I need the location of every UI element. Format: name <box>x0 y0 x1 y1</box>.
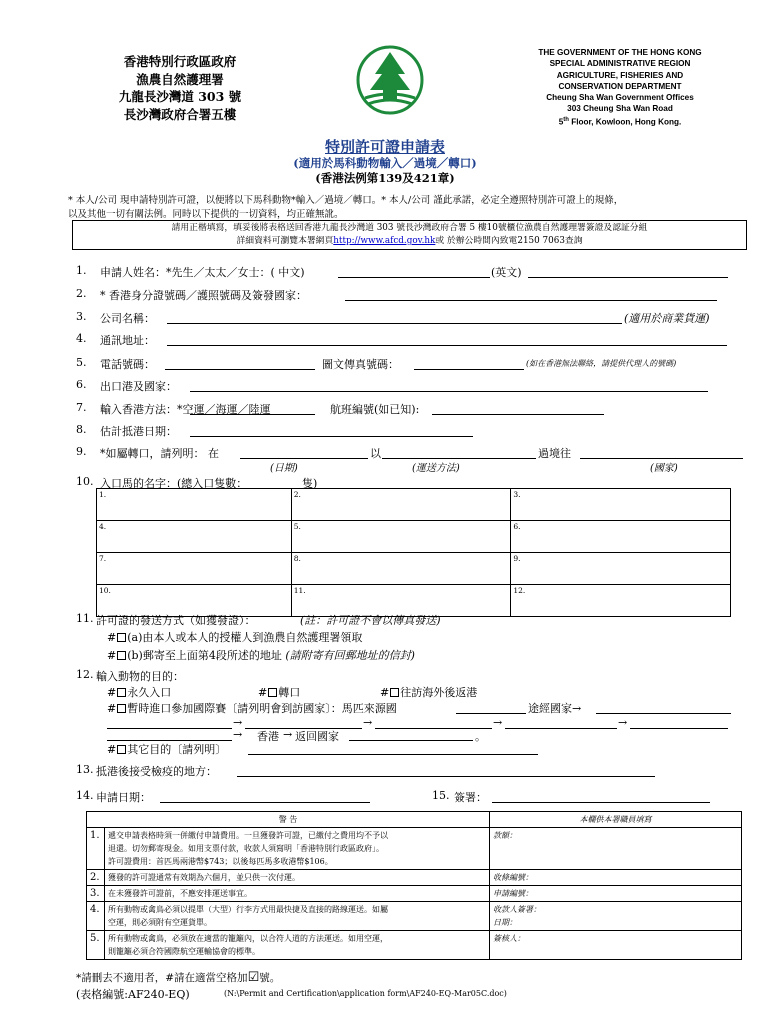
reexport-method-caption: (運送方法) <box>412 463 460 474</box>
warning-table <box>86 811 742 960</box>
header-en-floor: 5th Floor, Kowloon, Hong Kong. <box>558 116 682 127</box>
phone-label: 電話號碼： <box>100 358 155 371</box>
form-law-ref: (香港法例第139及421章) <box>315 171 455 185</box>
field-number: 6. <box>76 378 87 391</box>
warning-text: 所有動物或禽鳥必須以提單（大型）行李方式用最快捷及直接的路線運送。如屬 空運，則必須附有空運貨單。 <box>105 902 490 931</box>
export-port-label: 出口港及國家： <box>100 380 177 393</box>
header-zh-line: 香港特別行政區政府 <box>123 54 237 69</box>
signature-field[interactable] <box>492 802 710 803</box>
field-number: 15. <box>432 789 450 802</box>
horse-name-cell[interactable]: 12. <box>511 585 731 617</box>
afcd-link[interactable]: http://www.afcd.gov.hk <box>333 236 436 246</box>
phone-note: (如在香港無法聯絡，請提供代理人的號碼) <box>526 359 677 368</box>
declaration-line: 以及其他一切有關法例。同時以下提供的一切資料，均正確無訛。 <box>68 209 344 220</box>
reexport-label: *如屬轉口，請列明： 在 <box>100 447 219 460</box>
back-to-hk-label: 香港 <box>257 730 279 743</box>
warning-title: 警 告 <box>87 812 490 828</box>
export-port-field[interactable] <box>190 391 708 392</box>
applicant-name-en-field[interactable] <box>528 277 728 278</box>
horse-name-cell[interactable]: 11. <box>291 585 511 617</box>
notice-box <box>72 220 747 250</box>
office-payee-field[interactable]: 收款人簽署： 日期： <box>490 902 742 931</box>
horse-name-cell[interactable]: 9. <box>511 553 731 585</box>
horse-name-cell[interactable]: 4. <box>97 521 292 553</box>
reexport-by-label: 以 <box>370 447 381 460</box>
quarantine-place-field[interactable] <box>237 776 655 777</box>
office-application-no-field[interactable]: 申請編號： <box>490 886 742 902</box>
via-country-field[interactable] <box>596 713 731 714</box>
office-amount-field[interactable]: 款額： <box>490 828 742 870</box>
checkbox[interactable] <box>390 688 399 697</box>
quarantine-place-label: 抵港後接受檢疫的地方： <box>96 765 217 778</box>
horse-name-table <box>96 488 731 617</box>
checkbox[interactable] <box>268 688 277 697</box>
reexport-date-field[interactable] <box>240 458 368 459</box>
file-path: (N:\Permit and Certification\application form\AF240-EQ-Mar05C.doc) <box>224 989 507 998</box>
import-method-label: 輸入香港方法：*空運／海運／陸運 <box>100 403 271 416</box>
purpose-label: 輸入動物的目的： <box>96 670 184 683</box>
field-number: 13. <box>76 763 94 776</box>
office-use-title: 本欄供本署職員填寫 <box>490 812 742 828</box>
address-label: 通訊地址： <box>100 334 155 347</box>
header-en-line: THE GOVERNMENT OF THE HONG KONG <box>538 48 702 57</box>
arrow-icon: → <box>233 716 243 729</box>
applicant-name-en-label: (英文) <box>491 266 522 279</box>
horse-name-cell[interactable]: 8. <box>291 553 511 585</box>
applicant-name-label: 申請人姓名：*先生／太太／女士：( 中文) <box>100 266 305 279</box>
field-number: 4. <box>76 332 87 345</box>
delivery-option-a[interactable]: # (a)由本人或本人的授權人到漁農自然護理署領取 <box>107 631 363 644</box>
field-number: 11. <box>76 612 94 625</box>
arrow-icon: → <box>283 728 293 741</box>
horse-names-label: 入口馬的名字：(總入口隻數： <box>100 477 248 490</box>
flight-number-label: 航班編號(如已知): <box>330 403 420 416</box>
arrow-icon: → <box>233 728 243 741</box>
fax-label: 圖文傳真號碼： <box>322 358 399 371</box>
applicant-name-zh-field[interactable] <box>338 277 490 278</box>
field-number: 7. <box>76 401 87 414</box>
return-route-row <box>107 728 747 742</box>
arrival-date-field[interactable] <box>190 436 473 437</box>
origin-country-field[interactable] <box>456 713 526 714</box>
form-code: (表格編號:AF240-EQ) <box>76 988 190 1001</box>
horse-name-cell[interactable]: 6. <box>511 521 731 553</box>
checkbox-checked-icon: ☑ <box>247 970 260 985</box>
warning-number: 5. <box>87 931 105 960</box>
field-number: 9. <box>76 445 87 458</box>
purpose-other-option[interactable]: # 其它目的〔請列明〕 <box>107 743 227 756</box>
form-title: 特別許可證申請表 <box>324 138 445 156</box>
return-country-label: 返回國家 <box>295 730 339 743</box>
delivery-method-label: 許可證的發送方式（如獲發證）： <box>96 614 256 627</box>
arrow-icon: → <box>618 716 628 729</box>
header-zh-line: 九龍長沙灣道 303 號 <box>118 89 242 104</box>
warning-text: 所有動物或禽鳥，必須放在適當的籠籬內，以合符人道的方法運送。如用空運， 則籠籬必須合符國際航空運輸協會的標準。 <box>105 931 490 960</box>
horse-name-cell[interactable]: 5. <box>291 521 511 553</box>
delivery-option-b[interactable]: # (b)郵寄至上面第4段所述的地址 (請附寄有回郵地址的信封) <box>107 649 415 662</box>
office-receipt-field[interactable]: 收條編號： <box>490 870 742 886</box>
dept-chinese-header <box>100 53 260 123</box>
company-name-note: (適用於商業貨運) <box>624 312 710 325</box>
declaration-line: * 本人/公司 現申請特別許可證，以便將以下馬科動物*輸入／過境／轉口。* 本人/公司 謹此承諾，必定全遵照特別許可證上的規條， <box>68 195 624 206</box>
checkbox[interactable] <box>117 688 126 697</box>
reexport-country-caption: (國家) <box>650 463 678 474</box>
purpose-permanent-option[interactable]: # 永久入口 <box>107 686 172 699</box>
purpose-return-option[interactable]: # 往訪海外後返港 <box>380 686 478 699</box>
purpose-temp-option[interactable]: # 暫時進口參加國際賽〔請列明會到訪國家〕：馬匹來源國 <box>107 702 397 715</box>
form-subtitle: (適用於馬科動物輸入／過境／轉口) <box>293 156 477 170</box>
horse-count-tail: 隻) <box>302 477 318 490</box>
horse-name-cell[interactable]: 10. <box>97 585 292 617</box>
checkbox[interactable] <box>117 633 126 642</box>
field-number: 8. <box>76 423 87 436</box>
arrow-icon: → <box>363 716 373 729</box>
header-en-line: CONSERVATION DEPARTMENT <box>558 81 682 91</box>
horse-name-cell[interactable]: 2. <box>291 489 511 521</box>
phone-field[interactable] <box>165 369 315 370</box>
warning-text: 在未獲發許可證前，不應安排運送事宜。 <box>105 886 490 902</box>
horse-name-cell[interactable]: 3. <box>511 489 731 521</box>
warning-number: 4. <box>87 902 105 931</box>
horse-name-cell[interactable]: 1. <box>97 489 292 521</box>
delivery-method-note: (註：許可證不會以傳真發送) <box>300 614 441 627</box>
field-number: 3. <box>76 310 87 323</box>
company-name-field[interactable] <box>167 323 622 324</box>
purpose-transit-option[interactable]: # 轉口 <box>258 686 301 699</box>
declaration-text <box>68 194 623 222</box>
checkbox[interactable] <box>117 651 126 660</box>
return-country-field[interactable] <box>349 740 473 741</box>
header-en-line: Cheung Sha Wan Government Offices <box>546 93 694 103</box>
reexport-date-caption: (日期) <box>270 463 298 474</box>
header-en-line: 303 Cheung Sha Wan Road <box>567 104 673 114</box>
warning-text: 獲發的許可證通常有效期為六個月，並只供一次付運。 <box>105 870 490 886</box>
tree-logo-icon <box>355 44 425 116</box>
footer-note: *請刪去不適用者，#請在適當空格加☑號。 <box>76 970 281 985</box>
field-number: 12. <box>76 668 94 681</box>
warning-number: 3. <box>87 886 105 902</box>
field-number: 14. <box>76 789 94 802</box>
header-en-line: AGRICULTURE, FISHERIES AND <box>556 70 684 80</box>
warning-number: 2. <box>87 870 105 886</box>
notice-line: 請用正楷填寫，填妥後將表格送回香港九龍長沙灣道 303 號長沙灣政府合署 5 樓10號櫃位漁農自然護理署簽證及認証分組 <box>171 223 648 233</box>
address-field[interactable] <box>167 345 727 346</box>
reexport-via-label: 過境往 <box>538 447 571 460</box>
application-date-field[interactable] <box>160 802 370 803</box>
dept-english-header <box>515 47 725 128</box>
via-country-label: 途經國家→ <box>528 702 582 715</box>
id-number-label: * 香港身分證號碼／護照號碼及簽發國家： <box>100 289 307 302</box>
notice-line2: 詳細資料可瀏覽本署網頁http://www.afcd.gov.hk或 於辦公時間內致電2150 7063查詢 <box>236 236 583 246</box>
id-number-field[interactable] <box>345 300 717 301</box>
arrival-date-label: 估計抵港日期： <box>100 425 177 438</box>
field-number: 5. <box>76 356 87 369</box>
signature-label: 簽署： <box>454 791 487 804</box>
period-mark: 。 <box>475 730 486 743</box>
company-name-label: 公司名稱： <box>100 312 155 325</box>
field-number: 1. <box>76 264 87 277</box>
checkbox[interactable] <box>117 745 126 754</box>
purpose-other-field[interactable] <box>248 754 538 755</box>
fax-field[interactable] <box>414 369 524 370</box>
horse-name-cell[interactable]: 7. <box>97 553 292 585</box>
header-en-line: SPECIAL ADMINISTRATIVE REGION <box>549 59 691 69</box>
header-zh-line: 長沙灣政府合署五樓 <box>123 106 237 122</box>
checkbox[interactable] <box>117 704 126 713</box>
flight-number-field[interactable] <box>432 414 604 415</box>
arrow-icon: → <box>493 716 503 729</box>
application-date-label: 申請日期： <box>96 791 151 804</box>
header-zh-line: 漁農自然護理署 <box>136 71 224 87</box>
warning-text: 遞交申請表格時須一併繳付申請費用。一旦獲發許可證，已繳付之費用均不予以 退還。切勿郵寄現金。如用支票付款，收款人須寫明「香港特別行政區政府」。 許可證費用：首匹馬兩港幣$743；以後每匹馬多收港幣$106。 <box>105 828 490 870</box>
field-number: 2. <box>76 287 87 300</box>
import-method-underline <box>190 414 315 415</box>
warning-number: 1. <box>87 828 105 870</box>
field-number: 10. <box>76 475 94 488</box>
office-checker-field[interactable]: 簽核人： <box>490 931 742 960</box>
